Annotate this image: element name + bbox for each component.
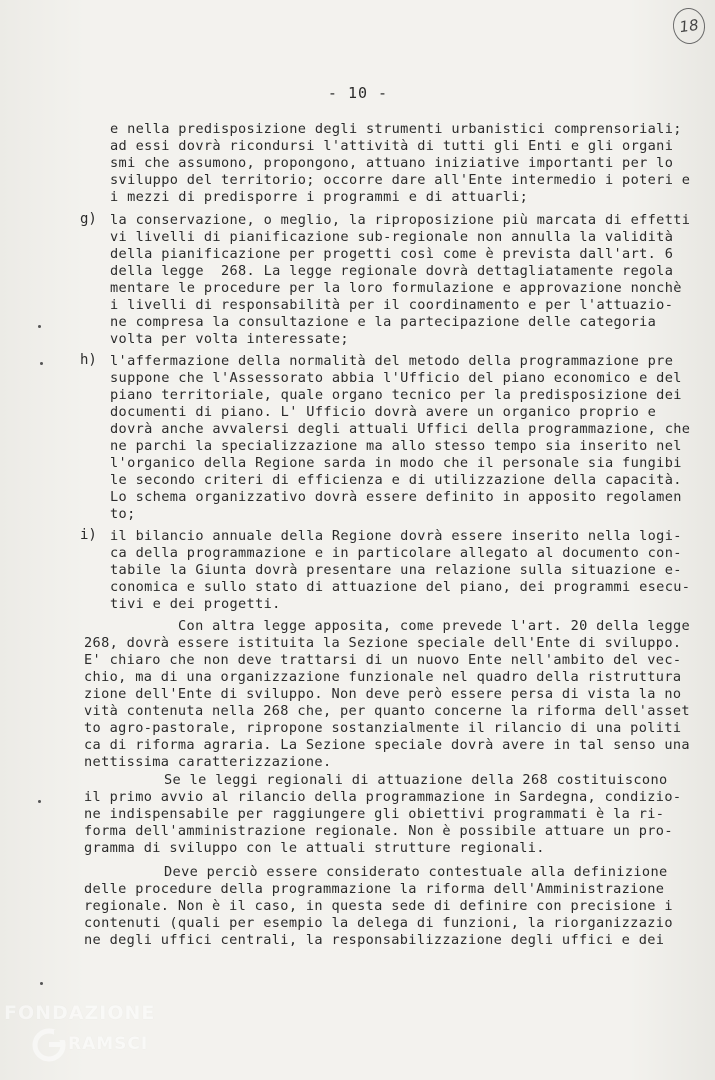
text-line: Se le leggi regionali di attuazione della 268 costituiscono (164, 772, 668, 788)
text-line: mentare le procedure per la loro formulazione e approvazione nonchè (110, 280, 682, 296)
text-line: forma dell'amministrazione regionale. Non è possibile attuare un pro- (84, 823, 673, 839)
archive-page-number: 18 (671, 6, 708, 46)
text-line: l'affermazione della normalità del metodo della programmazione pre (110, 353, 674, 369)
text-line: contenuti (quali per esempio la delega di funzioni, la riorganizzazio (84, 915, 673, 931)
page-number: - 10 - (327, 84, 389, 102)
text-line: E' chiaro che non deve trattarsi di un nuovo Ente nell'ambito del vec- (84, 652, 682, 668)
text-line: tabile la Giunta dovrà presentare una relazione sulla situazione e- (110, 562, 682, 578)
text-line: smi che assumono, propongono, attuano iniziative importanti per lo (110, 155, 674, 171)
text-line: nettissima caratterizzazione. (84, 754, 332, 770)
list-marker-g: g) (80, 211, 97, 227)
text-line: volta per volta interessate; (110, 331, 349, 347)
text-line: ad essi dovrà ricondursi l'attività di tutti gli Enti e gli organi (110, 138, 674, 154)
watermark (4, 1000, 184, 1075)
text-line: il primo avvio al rilancio della programmazione in Sardegna, condizio- (84, 789, 682, 805)
watermark-g-icon (32, 1028, 66, 1062)
watermark-line-1: FONDAZIONE (4, 1002, 156, 1024)
text-line: tivi e dei progetti. (110, 596, 281, 612)
text-line: delle procedure della programmazione la riforma dell'Amministrazione (84, 881, 665, 897)
text-line: vità contenuta nella 268 che, per quanto concerne la riforma dell'asset (84, 703, 690, 719)
text-line: ne indispensabile per raggiungere gli obiettivi programmati è la ri- (84, 806, 665, 822)
text-line: la conservazione, o meglio, la riproposizione più marcata di effetti (110, 212, 691, 228)
text-line: piano territoriale, quale organo tecnico per la predisposizione dei (110, 387, 682, 403)
text-line: ne compresa la consultazione e la partecipazione delle categoria (110, 314, 657, 330)
text-line: Deve perciò essere considerato contestuale alla definizione (164, 864, 668, 880)
text-line: conomica e sullo stato di attuazione del piano, dei programmi esecu- (110, 579, 691, 595)
text-line: le secondo criteri di efficienza e di utilizzazione della capacità. (110, 472, 682, 488)
text-line: i mezzi di predisporre i programmi e di attuarli; (110, 189, 529, 205)
text-line: regionale. Non è il caso, in questa sede di definire con precisione i (84, 898, 673, 914)
text-line: il bilancio annuale della Regione dovrà essere inserito nella logi- (110, 528, 682, 544)
text-line: to; (110, 506, 136, 522)
text-line: ca di riforma agraria. La Sezione speciale dovrà avere in tal senso una (84, 737, 690, 753)
text-line: Con altra legge apposita, come prevede l'art. 20 della legge (178, 618, 691, 634)
margin-dot (38, 325, 41, 328)
text-line: l'organico della Regione sarda in modo che il personale sia fungibi (110, 455, 682, 471)
text-line: e nella predisposizione degli strumenti urbanistici comprensoriali; (110, 121, 682, 137)
text-line: sviluppo del territorio; occorre dare all'Ente intermedio i poteri e (110, 172, 691, 188)
text-line: ca della programmazione e in particolare allegato al documento con- (110, 545, 682, 561)
text-line: ne degli uffici centrali, la responsabilizzazione degli uffici e dei (84, 932, 665, 948)
watermark-line-2: RAMSCI (68, 1034, 149, 1054)
margin-dot (40, 982, 43, 985)
text-line: della pianificazione per progetti così come è prevista dall'art. 6 (110, 246, 674, 262)
text-line: gramma di sviluppo con le attuali strutture regionali. (84, 840, 545, 856)
text-line: i livelli di responsabilità per il coordinamento e per l'attuazio- (110, 297, 674, 313)
text-line: dovrà anche avvalersi degli attuali Uffici della programmazione, che (110, 421, 691, 437)
text-line: to agro-pastorale, ripropone sostanzialmente il rilancio di una politi (84, 720, 682, 736)
text-line: documenti di piano. L' Ufficio dovrà avere un organico proprio e (110, 404, 657, 420)
text-line: chio, ma di una organizzazione funzionale nel quadro della ristruttura (84, 669, 682, 685)
text-line: vi livelli di pianificazione sub-regionale non annulla la validità (110, 229, 674, 245)
list-marker-i: i) (80, 527, 97, 543)
text-line: 268, dovrà essere istituita la Sezione speciale dell'Ente di sviluppo. (84, 635, 682, 651)
margin-dot (40, 362, 43, 365)
text-line: della legge 268. La legge regionale dovrà dettagliatamente regola (110, 263, 674, 279)
text-line: ne parchi la specializzazione ma allo stesso tempo sia inserito nel (110, 438, 682, 454)
text-line: suppone che l'Assessorato abbia l'Ufficio del piano economico e del (110, 370, 682, 386)
list-marker-h: h) (80, 352, 97, 368)
text-line: zione dell'Ente di sviluppo. Non deve però essere persa di vista la no (84, 686, 682, 702)
text-line: Lo schema organizzativo dovrà essere definito in apposito regolamen (110, 489, 682, 505)
margin-dot (38, 800, 41, 803)
